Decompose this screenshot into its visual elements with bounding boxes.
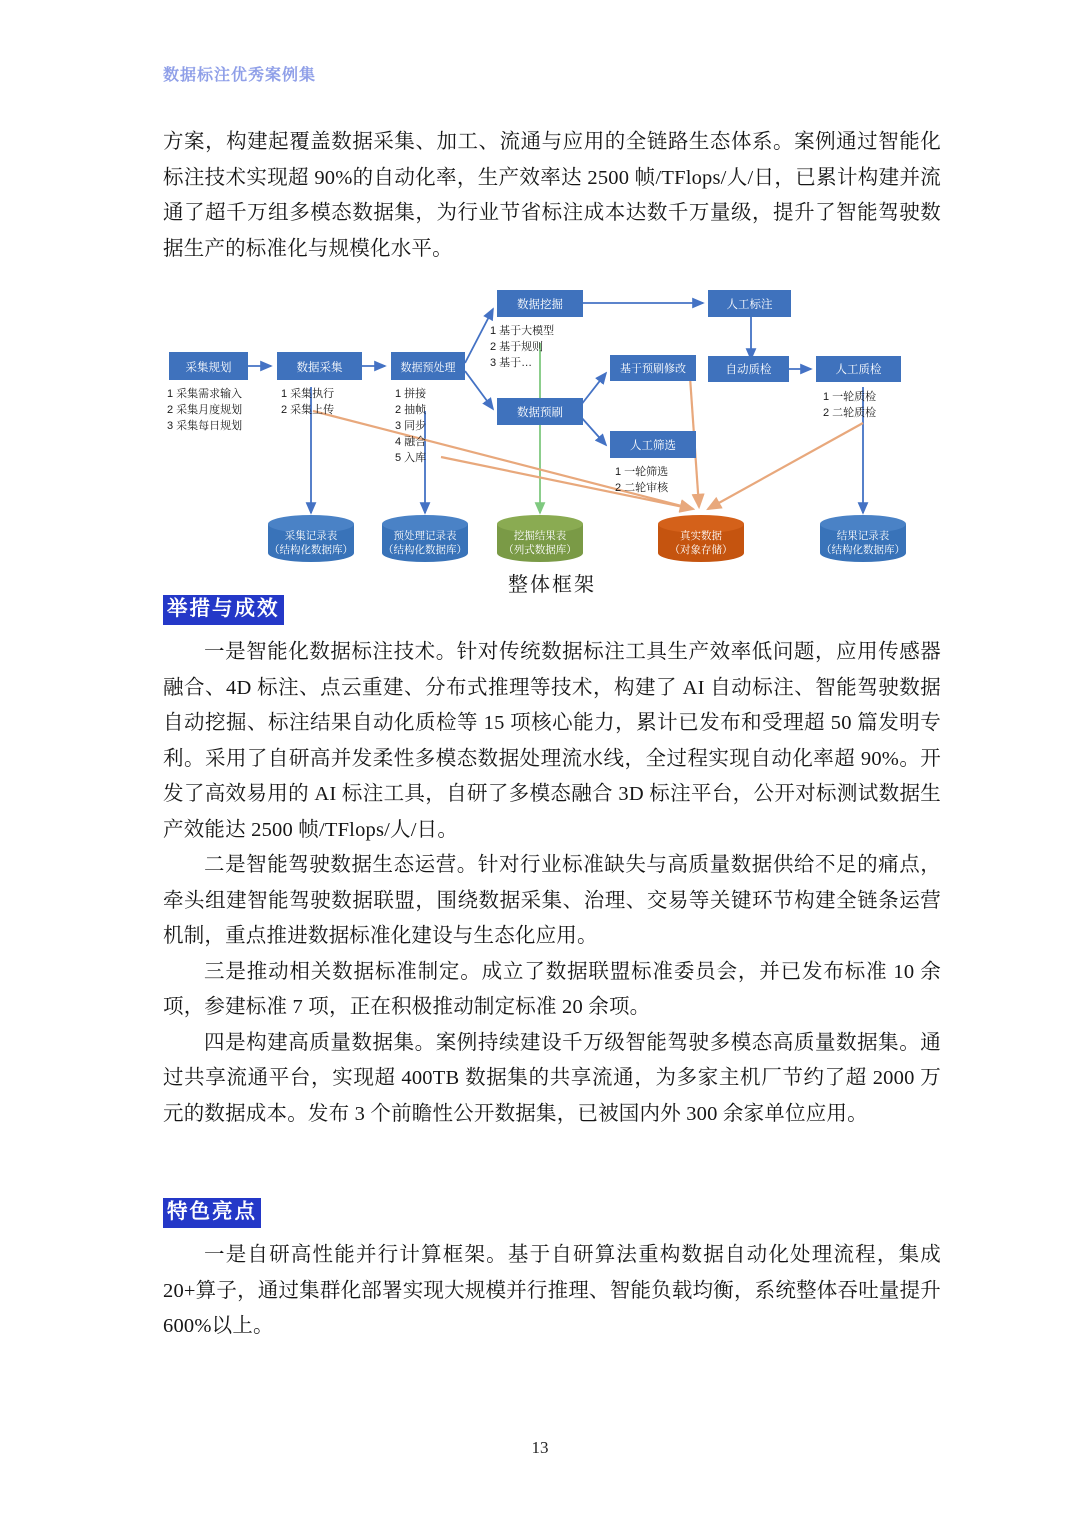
paragraph: 三是推动相关数据标准制定。成立了数据联盟标准委员会，并已发布标准 10 余项，参建标准 7 项，正在积极推动制定标准 20 余项。: [163, 960, 941, 1018]
box-manual-annotate: [708, 290, 791, 317]
cylinder-real-data: [658, 515, 744, 562]
box-item: 1 一轮质检: [823, 391, 877, 403]
box-data-mining: [490, 290, 583, 369]
box-label: 人工质检: [835, 364, 882, 376]
box-label: 自动质检: [725, 364, 772, 376]
cylinder-label-line1: 预处理记录表: [393, 530, 457, 542]
box-item: 1 拼接: [395, 388, 427, 400]
cylinder-label-line2: （对象存储）: [669, 544, 733, 556]
box-label: 数据预刷: [517, 407, 563, 419]
box-label: 数据采集: [296, 362, 343, 374]
paragraph: 一是自研高性能并行计算框架。基于自研算法重构数据自动化处理流程，集成 20+算子，通过集群化部署实现大规模并行推理、智能负载均衡，系统整体吞吐量提升 600%以上。: [163, 1244, 941, 1337]
cylinder-collect-record: [268, 515, 354, 562]
section-heading-measures: 举措与成效: [163, 595, 284, 625]
box-label: 采集规划: [185, 362, 232, 374]
box-item: 2 基于规则: [490, 341, 544, 353]
section-spacer: [163, 1132, 941, 1174]
paragraph: 一是智能化数据标注技术。针对传统数据标注工具生产效率低问题，应用传感器融合、4D 标注、点云重建、分布式推理等技术，构建了 AI 自动标注、智能驾驶数据自动挖掘、标注结果自动化质检等 15 项核心能力，累计已发布和受理超 50 篇发明专利。采用了自研高并发柔性多模态数据处理流水线，全过程实现自动化率超 90%。开发了高效易用的 AI 标注工具，自研了多模态融合 3D 标注平台，公开对标测试数据生产效能达 2500 帧/TFlops/人/日。: [163, 641, 941, 841]
figure-caption: 整体框架: [508, 574, 596, 596]
cylinder-mining-result: [497, 515, 583, 562]
page-number: 13: [531, 1438, 549, 1457]
box-manual-qc: [816, 356, 901, 419]
cylinder-preprocess-record: [382, 515, 468, 562]
box-manual-filter: [610, 431, 696, 494]
box-auto-qc: [708, 356, 789, 382]
paragraph: 四是构建高质量数据集。案例持续建设千万级智能驾驶多模态高质量数据集。通过共享流通平台，实现超 400TB 数据集的共享流通，为多家主机厂节约了超 2000 万元的数据成本。发布 3 个前瞻性公开数据集，已被国内外 300 余家单位应用。: [163, 1031, 941, 1125]
box-item: 1 采集执行: [281, 388, 335, 400]
box-label: 数据挖掘: [517, 299, 563, 311]
box-item: 3 基于…: [490, 357, 533, 369]
box-item: 3 同步: [395, 420, 427, 432]
cylinder-label-line2: （结构化数据库）: [383, 544, 467, 556]
box-item: 1 一轮筛选: [615, 466, 669, 478]
cylinder-label-line2: （结构化数据库）: [821, 544, 905, 556]
section-heading-highlights: 特色亮点: [163, 1198, 261, 1228]
box-item: 5 入库: [395, 452, 427, 464]
box-data-prebrush: [497, 398, 583, 425]
box-item: 4 融合: [395, 436, 427, 448]
cylinder-label-line1: 结果记录表: [836, 530, 890, 542]
box-item: 2 二轮质检: [823, 407, 877, 419]
page-content: [163, 125, 941, 1345]
cylinder-label-line1: 真实数据: [680, 530, 722, 542]
cylinder-label-line1: 采集记录表: [284, 530, 338, 542]
paragraph: 二是智能驾驶数据生态运营。针对行业标准缺失与高质量数据供给不足的痛点，牵头组建智能驾驶数据联盟，围绕数据采集、治理、交易等关键环节构建全链条运营机制，重点推进数据标准化建设与生态化应用。: [163, 854, 941, 947]
cylinder-label-line2: （结构化数据库）: [269, 544, 353, 556]
architecture-diagram: [163, 281, 941, 596]
box-label: 人工筛选: [630, 440, 676, 452]
section-measures: [163, 571, 941, 1132]
box-label: 数据预处理: [400, 362, 456, 374]
diagram-svg: [163, 281, 941, 569]
running-header: 数据标注优秀案例集: [163, 67, 317, 84]
box-collect-plan: [167, 352, 248, 432]
box-prebrush-edit: [610, 355, 696, 381]
box-item: 2 抽帧: [395, 404, 427, 416]
box-item: 1 基于大模型: [490, 325, 555, 337]
box-label: 基于预刷修改: [620, 363, 686, 375]
cylinder-label-line2: （列式数据库）: [503, 544, 577, 556]
section-highlights: [163, 1174, 941, 1345]
box-item: 2 采集上传: [281, 404, 335, 416]
cylinder-label-line1: 挖掘结果表: [513, 530, 567, 542]
cylinder-result-record: [820, 515, 906, 562]
box-item: 3 采集每日规划: [167, 420, 243, 432]
box-item: 1 采集需求输入: [167, 388, 243, 400]
box-data-collect: [277, 352, 362, 416]
box-label: 人工标注: [726, 299, 773, 311]
intro-paragraph: 方案，构建起覆盖数据采集、加工、流通与应用的全链路生态体系。案例通过智能化标注技术实现超 90%的自动化率，生产效率达 2500 帧/TFlops/人/日，已累计构建并流通了超千万组多模态数据集，为行业节省标注成本达数千万量级，提升了智能驾驶数据生产的标准化与规模化水平。: [163, 131, 941, 260]
box-item: 2 二轮审核: [615, 482, 669, 494]
box-item: 2 采集月度规划: [167, 404, 243, 416]
